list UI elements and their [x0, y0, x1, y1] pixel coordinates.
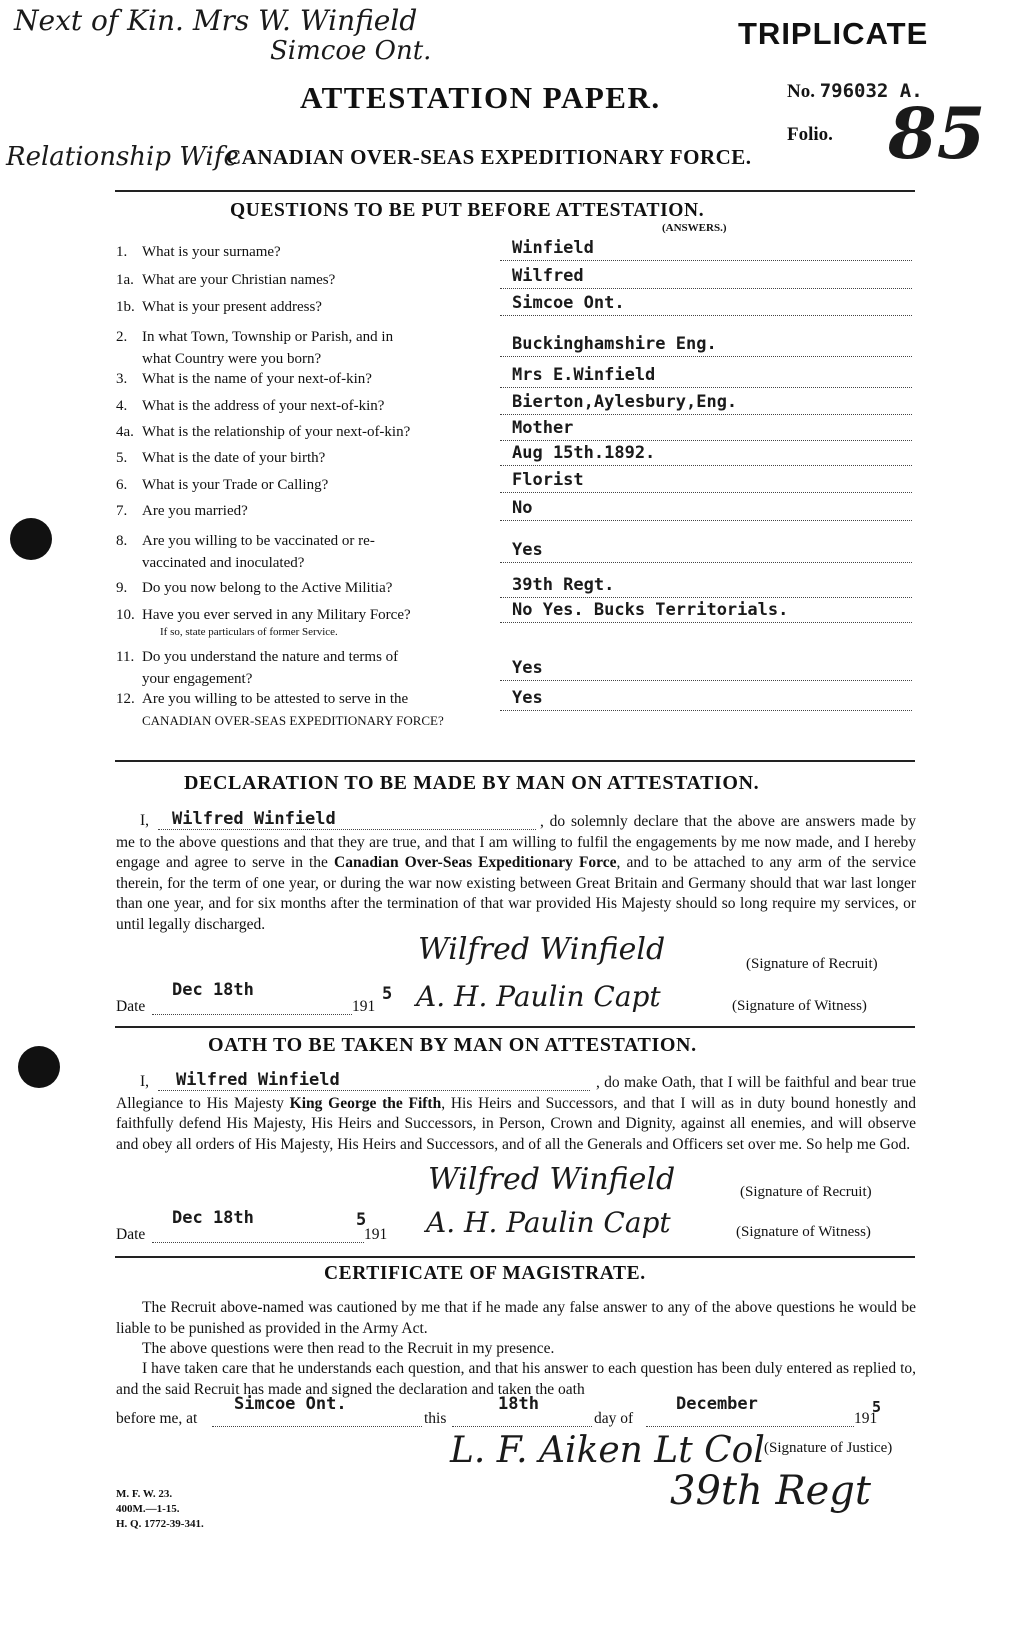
- question-4: [116, 326, 393, 370]
- answer-5: Mrs E.Winfield: [512, 365, 656, 385]
- oath-text: , do make Oath, that I will be faithful and bear true Allegiance to His Majesty King George the Fifth, His Heirs and Successors, and that I will as in duty bound honestly and faithfully defend His Majesty, His Heirs and Successors, in Person, Crown and Dignity, against all enemies, and will observe and obey all orders of His Majesty, His Heirs and Successors, and of all the Generals and Officers set over me. So help me God.: [116, 1074, 917, 1153]
- number-label: No. 796032 A.: [787, 80, 923, 102]
- answer-line: [500, 562, 912, 563]
- declaration-witness-signature: A. H. Paulin Capt: [416, 980, 661, 1013]
- answer-line: [500, 356, 912, 357]
- question-text: What is the address of your next-of-kin?: [142, 398, 385, 414]
- magistrate-para2: The above questions were then read to the Recruit in my presence.: [142, 1340, 555, 1357]
- triplicate-label: TRIPLICATE: [738, 16, 929, 51]
- question-number: 7.: [116, 503, 128, 519]
- declaration-text: , do solemnly declare that the above are answers made by me to the above questions and that they are true, and that I am willing to fulfil the engagements by me now made, and I hereby engage and agree to serve in the Canadian Over-Seas Expeditionary Force, and to be attached to any arm of the service therein, for the term of one year, or during the war now existing between Great Britain and Germany should that war last longer than one year, and for six months after the termination of that war provided His Majesty should so long require my services, or until legally discharged.: [116, 813, 916, 933]
- oath-date: Dec 18th: [172, 1208, 254, 1228]
- footer-hq-ref: H. Q. 1772-39-341.: [116, 1518, 204, 1530]
- question-text: What is your surname?: [142, 244, 281, 260]
- question-number: 9.: [116, 580, 128, 596]
- oath-witness-label: (Signature of Witness): [736, 1224, 871, 1240]
- question-13: [116, 607, 411, 640]
- question-number: 6.: [116, 477, 128, 493]
- question-number: 2.: [116, 329, 128, 345]
- answers-label: (ANSWERS.): [662, 222, 727, 234]
- declaration-heading: DECLARATION TO BE MADE BY MAN ON ATTESTATION.: [184, 772, 760, 794]
- question-number: 3.: [116, 371, 128, 387]
- header-rule: [115, 190, 915, 192]
- magistrate-day: 18th: [498, 1394, 539, 1414]
- magistrate-para1: The Recruit above-named was cautioned by me that if he made any false answer to any of the above questions he would be liable to be punished as provided in the Army Act.: [116, 1299, 916, 1337]
- answer-line: [500, 440, 912, 441]
- answer-3: Simcoe Ont.: [512, 293, 625, 313]
- declaration-recruit-signature: Wilfred Winfield: [418, 932, 666, 967]
- footer-print-run: 400M.—1-15.: [116, 1503, 180, 1515]
- this-label: this: [424, 1410, 447, 1427]
- question-text: Do you now belong to the Active Militia?: [142, 580, 393, 596]
- question-text: Have you ever served in any Military Force?: [142, 607, 411, 623]
- question-text-line2: vaccinated and inoculated?: [142, 555, 305, 571]
- document-title: ATTESTATION PAPER.: [300, 80, 661, 115]
- answer-line: [500, 414, 912, 415]
- question-text: What is the name of your next-of-kin?: [142, 371, 372, 387]
- questions-end-rule: [115, 760, 915, 762]
- answer-9: Florist: [512, 470, 584, 490]
- oath-name: Wilfred Winfield: [176, 1070, 340, 1090]
- question-number: 12.: [116, 691, 135, 707]
- question-number: 1.: [116, 244, 128, 260]
- question-11: [116, 530, 375, 574]
- next-of-kin-note: Next of Kin. Mrs W. Winfield: [14, 4, 418, 37]
- declaration-witness-label: (Signature of Witness): [732, 998, 867, 1014]
- question-number: 1a.: [116, 272, 134, 288]
- question-text: What is the date of your birth?: [142, 450, 326, 466]
- folio-label: Folio.: [787, 124, 833, 145]
- question-14: [116, 646, 398, 690]
- answer-line: [500, 315, 912, 316]
- question-text-line2: If so, state particulars of former Service.: [160, 626, 338, 638]
- answer-line: [500, 492, 912, 493]
- question-3: [116, 299, 322, 316]
- answer-line: [500, 520, 912, 521]
- question-number: 1b.: [116, 299, 135, 315]
- declaration-date-label: Date: [116, 998, 146, 1015]
- question-text-line2: your engagement?: [142, 671, 253, 687]
- answer-12: 39th Regt.: [512, 575, 615, 595]
- before-me-label: before me, at: [116, 1410, 198, 1427]
- answer-line: [500, 288, 912, 289]
- question-10: [116, 503, 248, 520]
- answer-1: Winfield: [512, 238, 594, 258]
- declaration-name: Wilfred Winfield: [172, 809, 336, 829]
- answer-line: [500, 597, 912, 598]
- oath-year-suffix: 5: [356, 1210, 367, 1230]
- question-text: In what Town, Township or Parish, and in: [142, 329, 394, 345]
- question-6: [116, 398, 384, 415]
- questions-heading: QUESTIONS TO BE PUT BEFORE ATTESTATION.: [230, 200, 705, 221]
- question-number: 4.: [116, 398, 128, 414]
- declaration-recruit-label: (Signature of Recruit): [746, 956, 878, 972]
- magistrate-year-prefix: 191: [854, 1410, 878, 1427]
- regimental-number: 796032 A.: [819, 80, 923, 102]
- question-text: What is your Trade or Calling?: [142, 477, 329, 493]
- magistrate-month: December: [676, 1394, 758, 1414]
- question-12: [116, 580, 392, 597]
- question-number: 8.: [116, 533, 128, 549]
- footer-form-number: M. F. W. 23.: [116, 1488, 173, 1500]
- question-15: [116, 688, 444, 732]
- answer-line: [500, 680, 912, 681]
- oath-heading: OATH TO BE TAKEN BY MAN ON ATTESTATION.: [208, 1034, 697, 1056]
- question-1: [116, 244, 281, 261]
- answer-line: [500, 710, 912, 711]
- question-7: [116, 424, 410, 441]
- punch-hole-bottom: [18, 1046, 60, 1088]
- answer-13: No Yes. Bucks Territorials.: [512, 600, 789, 620]
- declaration-end-rule: [115, 1026, 915, 1028]
- answer-8: Aug 15th.1892.: [512, 443, 656, 463]
- declaration-i-label: I,: [140, 812, 150, 829]
- oath-recruit-signature: Wilfred Winfield: [428, 1162, 676, 1197]
- question-number: 11.: [116, 649, 135, 665]
- question-text-line2: CANADIAN OVER-SEAS EXPEDITIONARY FORCE?: [142, 713, 444, 728]
- answer-7: Mother: [512, 418, 574, 438]
- force-name: CANADIAN OVER-SEAS EXPEDITIONARY FORCE.: [226, 145, 752, 169]
- question-number: 10.: [116, 607, 135, 623]
- punch-hole-top: [10, 518, 52, 560]
- answer-10: No: [512, 498, 533, 518]
- declaration-year-prefix: 191: [352, 998, 376, 1015]
- question-text: What is the relationship of your next-of-kin?: [142, 424, 411, 440]
- oath-date-label: Date: [116, 1226, 146, 1243]
- next-of-kin-note-line2: Simcoe Ont.: [270, 36, 432, 66]
- oath-witness-signature: A. H. Paulin Capt: [426, 1206, 671, 1239]
- question-text: Are you married?: [142, 503, 248, 519]
- question-number: 4a.: [116, 424, 134, 440]
- magistrate-year-suffix: 5: [872, 1398, 882, 1416]
- question-text: What is your present address?: [142, 299, 322, 315]
- question-text-line2: what Country were you born?: [142, 351, 322, 367]
- magistrate-signature: L. F. Aiken Lt Col: [450, 1430, 765, 1471]
- relationship-note: Relationship Wife: [6, 142, 239, 172]
- oath-i-label: I,: [140, 1073, 150, 1090]
- answer-line: [500, 260, 912, 261]
- declaration-date: Dec 18th: [172, 980, 254, 1000]
- day-of-label: day of: [594, 1410, 634, 1427]
- question-number: 5.: [116, 450, 128, 466]
- question-9: [116, 477, 328, 494]
- oath-recruit-label: (Signature of Recruit): [740, 1184, 872, 1200]
- magistrate-heading: CERTIFICATE OF MAGISTRATE.: [324, 1263, 646, 1284]
- magistrate-place: Simcoe Ont.: [234, 1394, 347, 1414]
- question-text: Are you willing to be vaccinated or re-: [142, 533, 375, 549]
- magistrate-para3: I have taken care that he understands each question, and that his answer to each question has been duly entered as replied to, and the said Recruit has made and signed the declaration and taken the oath: [116, 1360, 916, 1398]
- justice-label: (Signature of Justice): [764, 1440, 893, 1456]
- oath-year-prefix: 191: [364, 1226, 388, 1243]
- answer-14: Yes: [512, 658, 543, 678]
- oath-end-rule: [115, 1256, 915, 1258]
- answer-2: Wilfred: [512, 266, 584, 286]
- question-5: [116, 371, 372, 388]
- question-text: Do you understand the nature and terms of: [142, 649, 399, 665]
- answer-6: Bierton,Aylesbury,Eng.: [512, 392, 738, 412]
- question-8: [116, 450, 325, 467]
- question-text: What are your Christian names?: [142, 272, 336, 288]
- question-2: [116, 272, 335, 289]
- declaration-year-suffix: 5: [382, 984, 393, 1004]
- answer-line: [500, 622, 912, 623]
- answer-line: [500, 465, 912, 466]
- answer-15: Yes: [512, 688, 543, 708]
- answer-4: Buckinghamshire Eng.: [512, 334, 717, 354]
- folio-number: 85: [888, 92, 986, 175]
- answer-11: Yes: [512, 540, 543, 560]
- magistrate-signature-regiment: 39th Regt: [670, 1468, 871, 1514]
- answer-line: [500, 387, 912, 388]
- question-text: Are you willing to be attested to serve in the: [142, 691, 409, 707]
